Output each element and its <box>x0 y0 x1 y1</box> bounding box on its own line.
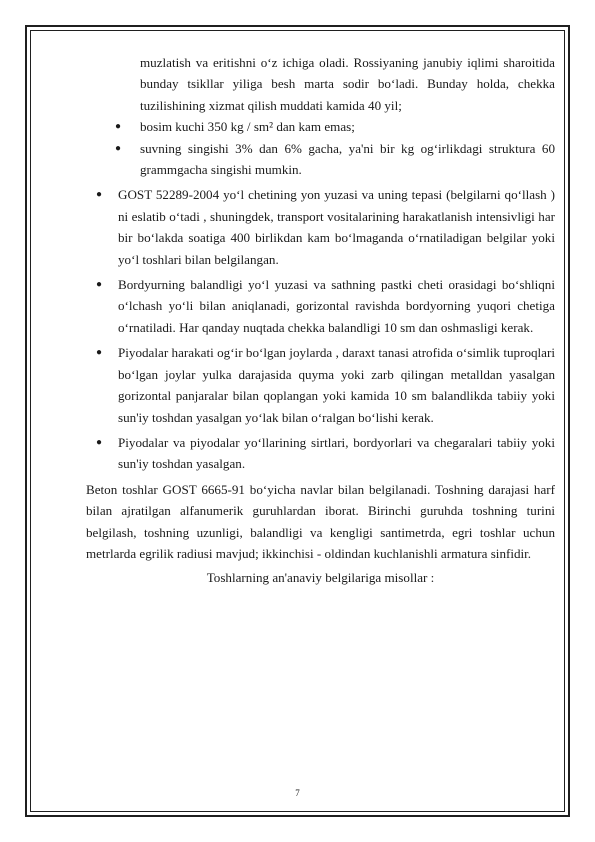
page-number: 7 <box>295 788 300 798</box>
sub-bullet-item <box>109 138 555 181</box>
examples-caption: Toshlarning an'anaviy belgilariga misollar : <box>206 570 435 586</box>
sub-bullet-text: bosim kuchi 350 kg / sm² dan kam emas; <box>140 119 355 135</box>
page-content <box>86 52 555 589</box>
sub-bullet-text: suvning singishi 3% dan 6% gacha, ya'ni bir kg og‘irlikdagi struktura 60 grammgacha singishi mumkin. <box>140 140 555 178</box>
bullet-icon: ● <box>96 347 103 359</box>
bullet-icon: ● <box>115 121 122 133</box>
bullet-text: Bordyurning balandligi yo‘l yuzasi va sathning pastki cheti orasidagi bo‘shliqni o‘lchash yo‘li bilan aniqlanadi, gorizontal ravishda bordyorning yuqori chetiga o‘rnatiladi. Har qanday nuqtada chekka balandligi 10 sm dan oshmasligi kerak. <box>118 277 555 335</box>
bullet-icon: ● <box>96 436 103 448</box>
bullet-text: GOST 52289-2004 yo‘l chetining yon yuzasi va uning tepasi (belgilarni qo‘llash ) ni eslatib o‘tadi , shuningdek, transport vositalarining harakatlanish intensivligi har bir bo‘lakda soatiga 400 birlikdan kam bo‘lmaganda o‘rnatiladigan belgilar yoki yo‘l toshlari bilan belgilangan. <box>118 187 555 267</box>
bullet-text: Piyodalar va piyodalar yo‘llarining sirtlari, bordyorlari va chegaralari tabiiy yoki sun'iy toshdan yasalgan. <box>118 434 555 472</box>
sub-bullet-item <box>109 116 555 137</box>
bullet-text: Piyodalar harakati og‘ir bo‘lgan joylarda , daraxt tanasi atrofida o‘simlik tuproqlari bo‘lgan joylar yulka darajasida quyma yoki zarb qilingan metalldan yasalgan gorizontal panjaralar bilan qoplangan yoki kamida 10 sm balandlikda tabiiy yoki sun'iy toshdan yasalgan yo‘lak bilan o‘ralgan bo‘lishi kerak. <box>118 345 555 425</box>
bullet-item <box>96 342 555 428</box>
bullet-icon: ● <box>96 189 103 201</box>
bullet-icon: ● <box>115 142 122 154</box>
continuation-text: muzlatish va eritishni o‘z ichiga oladi. Rossiyaning janubiy iqlimi sharoitida bunday tsikllar yiliga besh marta sodir bo‘ladi. Bunday holda, chekka tuzilishining xizmat qilish muddati kamida 40 yil; <box>140 55 555 113</box>
bullet-item <box>96 432 555 475</box>
bullet-item <box>96 184 555 270</box>
body-paragraph: Beton toshlar GOST 6665-91 bo‘yicha navlar bilan belgilanadi. Toshning darajasi harf bilan ajratilgan alfanumerik guruhlardan iborat. Birinchi guruhda toshning turini belgilash, toshning uzunligi, balandligi va kengligi santimetrda, egri toshlar uchun metrlarda egrilik radiusi mavjud; ikkinchisi - oldindan kuchlanishli armatura sinfidir. <box>86 481 555 561</box>
bullet-item <box>96 274 555 338</box>
bullet-icon: ● <box>96 279 103 291</box>
